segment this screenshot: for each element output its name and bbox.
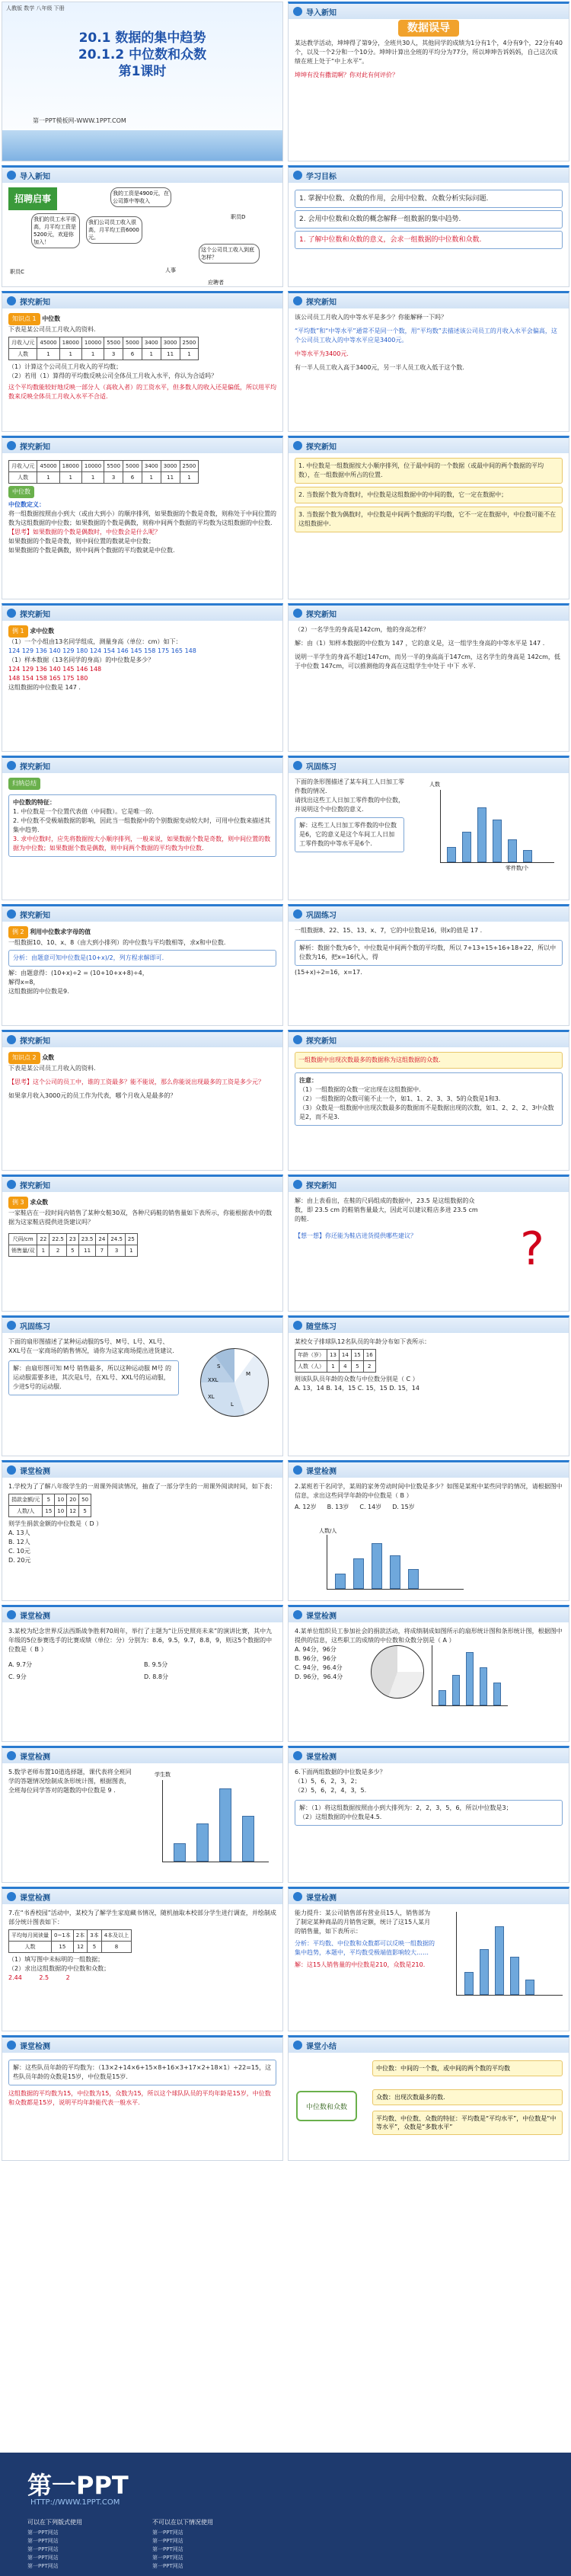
knowledge-tag: 知识点 1: [8, 313, 40, 325]
slide-26[interactable]: 课堂检测 6.下面两组数据的中位数是多少？ （1）5，6，2，3，2； （2）5，6，2，4，3，5. 解：（1）将这组数据按照由小到大排列为：2，2，3，5，6，所以中位数是3； （2）这组数据的中位数是4.5.: [288, 1746, 569, 1883]
title-line1: 20.1 数据的集中趋势: [78, 30, 206, 46]
footer-band: [0, 2453, 571, 2576]
question: 坤坤有没有撒谎啊？你对此有何评价？: [295, 72, 398, 78]
example-title: 求中位数: [30, 628, 55, 634]
header-icon: [293, 1751, 302, 1760]
question-mark-icon: ?: [520, 1222, 544, 1276]
average-answer: 2.44: [8, 1974, 22, 1981]
header-icon: [293, 171, 302, 180]
option-b[interactable]: B. 9.5分: [144, 1661, 168, 1668]
slide-14[interactable]: 巩固练习 一组数据8、22、15、13、x、7，它的中位数是16，则x的值是 17 . 解析：数据个数为6个，中位数是中间两个数的平均数，所以 7+13+15+16+18+22，所以中位数为16，把x=16代入，得 (15+x)÷2=16，x=17.: [288, 904, 569, 1026]
option-d[interactable]: D. 15岁: [392, 1504, 415, 1510]
definition: 将一组数据按照由小到大（或由大到小）的顺序排列，如果数据的个数是奇数，则称处于中间位置的数为这组数据的中位数；如果数据的个数是偶数，则称中间两个数据的平均数为这组数据的中位数.: [8, 510, 276, 526]
chart-bar: [464, 1972, 474, 1995]
slide-5[interactable]: 探究新知 知识点 1 中位数 下表是某公司员工月收入的资料. 月收入/元 45000 18000 10000 5500 5000 3400 3000 2500 人数 1 1 1 3 6 1 11 1 （1）计算这个公司员工月收入的平均数； （2）若用（1）算得的平均数反映公司全体员工月收入水平，你认为合适吗？ 这个平均数能较好地反映一部分人（高收入者）的工资水平，但多数人的收入还是偏低，所以用平均数来反映全体员工月收入水平不合适.: [2, 291, 283, 432]
header-icon: [7, 171, 16, 180]
option-a[interactable]: A. 13人: [8, 1529, 30, 1536]
chart-ylabel: 人数: [429, 781, 440, 788]
note: 这组数据的平均数为15，中位数为15，众数为15，所以这个球队队员的平均年龄是15岁，中位数和众数都是15岁，说明平均年龄能代表一般水平.: [8, 2090, 271, 2106]
definition-title: 中位数定义：: [8, 501, 45, 508]
chart-bar: [219, 1788, 231, 1862]
header-icon: [293, 1035, 302, 1044]
header-icon: [7, 1180, 16, 1189]
example-tag: 例 3: [8, 1197, 28, 1209]
chart-ylabel: 学生数: [155, 1772, 171, 1778]
header-icon: [293, 1610, 302, 1619]
slide-8[interactable]: 探究新知 1. 中位数是一组数据按大小顺序排列，位于最中间的一个数据（或最中间的两个数据的平均数），在一组数据中所占的位置. 2. 当数据个数为奇数时，中位数是这组数据中的中间的数，它一定在数据中； 3. 当数据个数为偶数时，中位数是中间两个数据的平均数，它不一定在数据中，中位数可能不在这组数据中.: [288, 436, 569, 599]
summary-median: 中位数：中间的一个数，或中间的两个数的平均数: [372, 2060, 563, 2076]
slide-4[interactable]: 学习目标 1. 掌握中位数、众数的作用，会用中位数、众数分析实际问题. 2. 会用中位数和众数的概念解释一组数据的集中趋势. 1. 了解中位数和众数的意义，会求一组数据的中位数和众数.: [288, 165, 569, 287]
footer-col2: 第一PPT网站 第一PPT网站 第一PPT网站 第一PPT网站 第一PPT网站: [152, 2530, 183, 2569]
slide-28[interactable]: 课堂检测 能力提升：某公司销售部有营业员15人，销售部为了制定某种商品的月销售定额，统计了这15人某月的销售量，如下表所示： 分析：平均数、中位数和众数都可以反映一组数据的集中趋势，本题中，平均数受极端值影响较大…… 解：这15人销售量的中位数是210，众数是210.: [288, 1887, 569, 2031]
question: 如果拿月收入3000元的员工作为代表，哪个月收入是最多的？: [8, 1092, 177, 1099]
header-icon: [7, 1610, 16, 1619]
chart-bar: [477, 807, 486, 862]
feature-3: 3. 求中位数时，应先将数据按大小顺序排列，一般来说，如果数据个数是奇数，则中间位置的数据为中位数；如果数据个数是偶数，则中间两个数据的平均数为中位数.: [13, 836, 271, 852]
answer: 这组数据的中位数是 147 .: [8, 684, 81, 691]
question-2: 请找出这些工人日加工零件数的中位数，并说明这个中位数的意义.: [295, 797, 404, 813]
analysis: 分析：平均数、中位数和众数都可以反映一组数据的集中趋势，本题中，平均数受极端值影响较大……: [295, 1940, 435, 1956]
header-icon: [293, 609, 302, 618]
knowledge-title: 中位数: [42, 315, 61, 322]
bubble-4: 这个公司员工收入到底怎样？: [199, 244, 260, 264]
site-label: 第一PPT模板网-WWW.1PPT.COM: [33, 117, 126, 124]
question: 下面的扇形图描述了某种运动服的S号、M号、L号、XL号、XXL号在一家商场的销售情况，请你为这家商场提出进货建议.: [8, 1338, 174, 1354]
score-pie-chart: [371, 1645, 424, 1699]
option-b[interactable]: B. 12人: [8, 1539, 30, 1545]
option-d[interactable]: D. 8.8分: [144, 1673, 168, 1680]
question: （2）一名学生的身高是142cm，他的身高怎样？: [295, 626, 429, 633]
option-b[interactable]: B. 13岁: [327, 1504, 349, 1510]
slide-16[interactable]: 探究新知 一组数据中出现次数最多的数据称为这组数据的众数. 注意： （1）一组数据的众数一定出现在这组数据中. （2）一组数据的众数可能不止一个，如1、1、2、3、3、5的众数是1和3. （3）众数是一组数据中出现次数最多的数据而不是数据出现的次数，如1、2、2、2、3中众数是2，而不是3.: [288, 1030, 569, 1171]
knowledge-tag: 知识点 2: [8, 1052, 40, 1064]
age-bar-chart: [319, 1527, 471, 1596]
header-icon: [7, 441, 16, 450]
slide-27[interactable]: 课堂检测 7.在“书香校园”活动中，某校为了解学生家庭藏书情况，随机抽取本校部分学生进行调查，并绘制成部分统计图表如下： 平均每月阅读量 0~1本 2本 3本 4本及以上 人数 15 12 5 8 （1）填写图中未标明的一组数据； （2）求出这组数据的中位数和众数； 2.44 2.5 2: [2, 1887, 283, 2031]
summary-features: 平均数、中位数、众数的特征：平均数是“平均水平”，中位数是“中等水平”，众数是“多数水平”: [372, 2111, 563, 2135]
chart-bar: [480, 1667, 487, 1705]
chart-bar: [390, 1555, 400, 1589]
slide-12[interactable]: 巩固练习 下面的条形图描述了某车间工人日加工零件数的情况. 请找出这些工人日加工零件数的中位数，并说明这个中位数的意义. 解：这些工人日加工零件数的中位数是6，它的意义是这个车间工人日加工零件数的中等水平是6个. 人数 零件数/个: [288, 756, 569, 900]
chart-bar: [493, 1683, 501, 1705]
option-a[interactable]: A. 12岁: [295, 1504, 317, 1510]
example-tag: 例 1: [8, 625, 28, 638]
question: 3.某校为纪念世界反法西斯战争胜利70周年，举行了主题为“让历史照亮未来”的演讲比赛，其中九年级的5位参赛选手的比赛成绩（单位：分）分别为：8.6，9.5，9.7，8.8，9，则这5个数据的中位数是（ B ）: [8, 1628, 273, 1653]
income-table: 月收入/元 45000 18000 10000 5500 5000 3400 3000 2500 人数 1 1 1 3 6 1 11 1: [8, 460, 199, 484]
slide-6[interactable]: 探究新知 该公司员工月收入的中等水平是多少？你能解释一下吗？ “平均数”和“中等水平”通常不是同一个数，用“平均数”去描述该公司员工的月收入水平会偏高，这个公司员工收入的中等水平应是3400元。 中等水平为3400元. 有一半人员工收入高于3400元，另一半人员工收入低于这个数.: [288, 291, 569, 432]
answer: 解：由上表看出，在鞋的尺码组成的数据中，23.5 是这组数据的众数，即 23.5 cm 的鞋销售量最大，因此可以建议鞋店多进 23.5 cm 的鞋.: [295, 1197, 478, 1222]
header-icon: [293, 7, 302, 16]
option-c[interactable]: C. 14岁: [359, 1504, 382, 1510]
chart-xlabel: 零件数/个: [506, 865, 529, 871]
header-icon: [293, 296, 302, 305]
option-c[interactable]: C. 10元: [8, 1548, 30, 1555]
header-icon: [293, 909, 302, 919]
header-icon: [7, 1035, 16, 1044]
pie-label: XL: [208, 1394, 215, 1400]
question: 该公司员工月收入的中等水平是多少？你能解释一下吗？: [295, 314, 447, 321]
solution-3: 这组数据的中位数是9.: [8, 988, 69, 995]
point-3: 3. 当数据个数为偶数时，中位数是中间两个数据的平均数，它不一定在数据中，中位数可能不在这组数据中.: [295, 507, 563, 532]
intro-line: 下表是某公司员工月收入的资料.: [8, 326, 96, 333]
shoe-table: 尺码/cm 22 22.5 23 23.5 24 24.5 25 销售量/双 1 2 5 11 7 3 1: [8, 1233, 138, 1257]
header-icon: [293, 1321, 302, 1330]
question: 6.下面两组数据的中位数是多少？: [295, 1769, 386, 1775]
chart-bar: [408, 1569, 419, 1589]
question-2: （2）求出这组数据的中位数和众数；: [8, 1965, 110, 1972]
answer-even: 如果数据的个数是偶数，则中间两个数据的平均数就是中位数.: [8, 547, 175, 554]
option-b[interactable]: B. 96分，96分: [295, 1655, 337, 1662]
summary-title: 归纳总结: [8, 778, 40, 790]
answer: 解：由扇形图可知 M号 销售最多，所以这种运动服 M号 的运动服需要多进，其次是L号，在XL号、XXL号的运动服，少进S号的运动服.: [8, 1360, 179, 1395]
footer-col1-title: 可以在下列版式使用: [27, 2519, 82, 2526]
header-icon: [293, 761, 302, 770]
chart-bar: [174, 1843, 186, 1862]
header-icon: [7, 1321, 16, 1330]
slide-15[interactable]: 探究新知 知识点 2 众数 下表是某公司员工月收入的资料. 【思考】这个公司的员工中，谁的工资最多？能不能说，那么你能说出现最多的工资是多少元？ 如果拿月收入3000元的员工作为代表，哪个月收入是最多的？: [2, 1030, 283, 1171]
header-icon: [7, 2041, 16, 2050]
slide-7[interactable]: 探究新知 月收入/元 45000 18000 10000 5500 5000 3400 3000 2500 人数 1 1 1 3 6 1 11 1 中位数 中位数定义： 将一组数据按照由小到大（或由大到小）的顺序排列，如果数据的个数是奇数，则称处于中间位置的数为这组数据的中位数；如果数据的个数是偶数，则称中间两个数据的平均数为这组数据的中位数. 【思考】如果数据的个数是偶数时，中位数会是什么呢？ 如果数据的个数是奇数，则中间位置的数就是中位数； 如果数据的个数是偶数，则中间两个数据的平均数就是中位数.: [2, 436, 283, 599]
chart-bar: [495, 1926, 504, 1995]
chart-bar: [510, 1957, 519, 1995]
header-icon: [7, 1465, 16, 1475]
header-icon: [293, 1465, 302, 1475]
question: 5.数学老师布置10道选择题，课代表将全班同学的答题情况绘制成条形统计图，根据图表，全班每位同学答对的题数的中位数是 9 .: [8, 1769, 132, 1794]
chart-bar: [523, 850, 532, 862]
example-title: 求众数: [30, 1199, 49, 1206]
header-icon: [7, 609, 16, 618]
slide-29[interactable]: 课堂检测 解：这些队员年龄的平均数为：（13×2+14×6+15×8+16×3+17×2+18×1）÷22=15，这些队员年龄的众数是15岁，中位数是15岁. 这组数据的平均数为15，中位数为15，众数为15，所以这个球队队员的平均年龄是15岁，中位数和众数都是15岁，说明平均年龄能代表一般水平.: [2, 2035, 283, 2161]
slide-2[interactable]: [288, 2, 569, 161]
intro: 下表是某公司员工月收入的资料.: [8, 1065, 96, 1072]
question-2: （1）样本数据（13名同学的身高）的中位数是多少？: [8, 657, 155, 663]
note: 有一半人员工收入高于3400元，另一半人员工收入低于这个数.: [295, 364, 464, 371]
note-2: （2）一组数据的众数可能不止一个，如1、1、2、3、3、5的众数是1和3.: [299, 1095, 501, 1102]
header-icon: [293, 2041, 302, 2050]
answer: 这个平均数能较好地反映一部分人（高收入者）的工资水平，但多数人的收入还是偏低，所以用平均数来反映全体员工月收入水平不合适.: [8, 384, 276, 400]
solution-2: 解得x=8，: [8, 979, 40, 986]
bubble-1: 我们的员工水平很高，月平均工资是5200元，欢迎你加入！: [31, 213, 80, 248]
score-bar-chart: [432, 1645, 508, 1706]
slide-24[interactable]: 课堂检测 4.某单位组织员工参加社会的捐款活动，将成绩制成如图所示的扇形统计图和条形统计图，根据图中提供的信息，这些职工的成绩的中位数和众数分别是（ A ） A. 94分，96分 B. 96分，96分 C. 94分，96.4分 D. 96分，96.4分: [288, 1605, 569, 1742]
header-icon: [7, 1892, 16, 1901]
solution: 解：这些队员年龄的平均数为：（13×2+14×6+15×8+16×3+17×2+18×1）÷22=15，这些队员年龄的众数是15岁，中位数是15岁.: [8, 2060, 276, 2085]
note-1: （1）一组数据的众数一定出现在这组数据中.: [299, 1086, 421, 1093]
header-icon: [7, 1751, 16, 1760]
answer-bar-chart: [155, 1771, 276, 1870]
question-1: （1）填写图中未标明的一组数据；: [8, 1956, 104, 1963]
sorted-1: 124 129 136 140 145 146 148: [8, 666, 102, 673]
example-tag: 例 2: [8, 926, 28, 938]
chart-bar: [439, 1690, 446, 1705]
option-c[interactable]: C. 9分: [8, 1673, 27, 1680]
question: 4.某单位组织员工参加社会的捐款活动，将成绩制成如图所示的扇形统计图和条形统计图，根据图中提供的信息，这些职工的成绩的中位数和众数分别是（ A ）: [295, 1628, 563, 1644]
feature-2: 2. 中位数不受极端数据的影响，因此当一组数据中的个别数据变动较大时，可用中位数来描述其集中趋势.: [13, 817, 271, 833]
options: A. 13，14 B. 14，15 C. 15，15 D. 15，14: [295, 1385, 419, 1392]
footer-logo: 第一PPT: [27, 2471, 129, 2500]
summary-mode: 众数：出现次数最多的数.: [372, 2089, 563, 2105]
chart-bar: [452, 1675, 460, 1705]
mode-answer: 2: [65, 1974, 70, 1981]
pie-label: S: [217, 1363, 221, 1369]
chart-bar: [493, 820, 502, 862]
answer-odd: 如果数据的个数是奇数，则中间位置的数就是中位数；: [8, 538, 155, 545]
edition-badge: 人教版 数学 八年级 下册: [6, 5, 65, 11]
sorted-2: 148 154 158 165 175 180: [8, 675, 88, 682]
header-icon: [293, 1180, 302, 1189]
reading-table: 平均每月阅读量 0~1本 2本 3本 4本及以上 人数 15 12 5 8: [8, 1929, 132, 1953]
option-a[interactable]: A. 94分，96分: [295, 1646, 337, 1653]
slide-21[interactable]: 课堂检测 1.学校为了了解八年级学生的一周课外阅读情况，抽查了一部分学生的一周课外阅读时间，如下表： 捐款金额/元 5 10 20 50 人数/人 15 10 12 5 则学生捐款金额的中位数是（ D ） A. 13人 B. 12人 C. 10元 D. 20元: [2, 1460, 283, 1601]
slide-10[interactable]: 探究新知 （2）一名学生的身高是142cm，他的身高怎样？ 解：由（1）知样本数据的中位数为 147 ，它的意义是，这一组学生身高的中等水平是 147 . 说明一半学生的身高不超过147cm，而另一半的身高高于147cm，这名学生的身高是 142cm，低于中位数 147cm，可以推测他的身高在这组学生中处于 中下 水平.: [288, 603, 569, 752]
header-icon: [7, 296, 16, 305]
slide-17[interactable]: 探究新知 例 3 求众数 一家鞋店在一段时间内销售了某种女鞋30双，各种尺码鞋的销售量如下表所示，你能根据表中的数据为这家鞋店提供进货建议吗？ 尺码/cm 22 22.5 23 23.5 24 24.5 25 销售量/双 1 2 5 11 7 3 1: [2, 1175, 283, 1312]
option-d[interactable]: D. 20元: [8, 1557, 31, 1564]
bubble-3: 我们公司员工收入很高，月平均工资6000元。: [86, 216, 142, 244]
chart-bar: [353, 1558, 364, 1589]
note-title: 注意：: [299, 1077, 317, 1084]
answer: 中等水平为3400元.: [295, 350, 349, 357]
label-b: 人事: [165, 267, 176, 273]
label-e: 应聘者: [208, 280, 224, 286]
option-c[interactable]: C. 94分，96.4分: [295, 1664, 343, 1671]
think: 【思考】这个公司的员工中，谁的工资最多？能不能说，那么你能说出现最多的工资是多少元？: [8, 1079, 264, 1085]
option-d[interactable]: D. 96分，96.4分: [295, 1673, 343, 1680]
parts-chart: [429, 781, 559, 872]
answer: 解：这些工人日加工零件数的中位数是6，它的意义是这个车间工人日加工零件数的中等水平是6个.: [295, 817, 404, 852]
question: 一组数据10、10、x、8（由大到小排列）的中位数与平均数相等，求x和中位数.: [8, 939, 226, 946]
question: 下面的条形图描述了某车间工人日加工零件数的情况.: [295, 778, 404, 794]
goal-1: 1. 掌握中位数、众数的作用，会用中位数、众数分析实际问题.: [295, 190, 563, 208]
pie-label: L: [231, 1401, 234, 1408]
label-c: 职员C: [10, 269, 24, 275]
donation-table: 捐款金额/元 5 10 20 50 人数/人 15 10 12 5: [8, 1494, 91, 1517]
option-a[interactable]: A. 9.7分: [8, 1661, 33, 1668]
data-2: （2）5，6，2，4，3，5.: [295, 1787, 367, 1794]
question: 一组数据8、22、15、13、x、7，它的中位数是16，则x的值是 17 .: [295, 927, 483, 934]
age-table: 年龄（岁） 13 14 15 16 人数（人） 1 4 5 2: [295, 1349, 376, 1373]
solution: (15+x)÷2=16，x=17.: [295, 969, 362, 976]
question: （1）一个小组由13名同学组成，测量身高（单位：cm）如下：: [8, 638, 182, 645]
slide-20[interactable]: 随堂练习 某校女子排球队12名队员的年龄分布如下表所示： 年龄（岁） 13 14 15 16 人数（人） 1 4 5 2 则该队队员年龄的众数与中位数分别是（ C ） A. 13，14 B. 14，15 C. 15，15 D. 15，14: [288, 1315, 569, 1456]
decor-band: [2, 130, 283, 161]
chart-bar: [508, 839, 517, 862]
definition: 一组数据中出现次数最多的数据称为这组数据的众数.: [295, 1052, 563, 1069]
question: 2.某班若干名同学，某周的家务劳动时间中位数是多少？如图是某班中某些同学的情况，请根据图中信息，求出这些同学年龄的中位数是（ B ）: [295, 1483, 563, 1499]
slide-title[interactable]: [2, 2, 283, 161]
slide-22[interactable]: 课堂检测 2.某班若干名同学，某周的家务劳动时间中位数是多少？如图是某班中某些同学的情况，请根据图中信息，求出这些同学年龄的中位数是（ B ） A. 12岁 B. 13岁 C. 14岁 D. 15岁 人数/人: [288, 1460, 569, 1601]
question-2: 则该队队员年龄的众数与中位数分别是（ C ）: [295, 1376, 419, 1382]
solution-1: 解：由题意得：(10+x)÷2 = (10+10+x+8)÷4，: [8, 970, 148, 976]
slide-header: 导入新知: [289, 4, 569, 19]
slide-23[interactable]: 课堂检测 3.某校为纪念世界反法西斯战争胜利70周年，举行了主题为“让历史照亮未来”的演讲比赛，其中九年级的5位参赛选手的比赛成绩（单位：分）分别为：8.6，9.5，9.7，8.8，9，则这5个数据的中位数是（ B ） A. 9.7分 B. 9.5分 C. 9分 D. 8.8分: [2, 1605, 283, 1742]
slide-18[interactable]: 探究新知 解：由上表看出，在鞋的尺码组成的数据中，23.5 是这组数据的众数，即 23.5 cm 的鞋销售量最大，因此可以建议鞋店多进 23.5 cm 的鞋. 【想一想】你还能为鞋店进货提供哪些建议？ ?: [288, 1175, 569, 1312]
footer-col2-title: 不可以在以下情况使用: [152, 2519, 213, 2526]
median-answer: 2.5: [39, 1974, 49, 1981]
feature-title: 中位数的特征：: [13, 799, 56, 806]
think: 【思考】如果数据的个数是偶数时，中位数会是什么呢？: [8, 529, 161, 535]
median-label: 中位数: [8, 486, 34, 498]
question-1: （1）计算这个公司员工月收入的平均数；: [8, 363, 123, 370]
goal-3: 1. 了解中位数和众数的意义，会求一组数据的中位数和众数.: [295, 231, 563, 249]
raw-data: 124 129 136 140 129 180 124 154 146 145 158 175 165 148: [8, 647, 196, 654]
footer-col1: 第一PPT网站 第一PPT网站 第一PPT网站 第一PPT网站 第一PPT网站: [27, 2530, 59, 2569]
chart-bar: [447, 847, 456, 862]
point-2: 2. 当数据个数为奇数时，中位数是这组数据中的中间的数，它一定在数据中；: [295, 487, 563, 503]
slide-13[interactable]: 探究新知 例 2 利用中位数求字母的值 一组数据10、10、x、8（由大到小排列）的中位数与平均数相等，求x和中位数. 分析：由题意可知中位数是(10+x)/2，列方程求解即可. 解：由题意得：(10+x)÷2 = (10+10+x+8)÷4， 解得x=8， 这组数据的中位数是9.: [2, 904, 283, 1026]
question-2: （2）若用（1）算得的平均数反映公司全体员工月收入水平，你认为合适吗？: [8, 372, 218, 379]
question: 某校女子排球队12名队员的年龄分布如下表所示：: [295, 1338, 431, 1345]
hiring-sign: 招聘启事: [8, 187, 57, 210]
pie-label: XXL: [208, 1377, 219, 1383]
note-3: （3）众数是一组数据中出现次数最多的数据而不是数据出现的次数，如1、2、2、2、3中众数是2，而不是3.: [299, 1104, 554, 1120]
chart-bar: [525, 1980, 534, 1995]
slide-30[interactable]: 课堂小结 中位数和众数 中位数：中间的一个数，或中间的两个数的平均数 众数：出现次数最多的数. 平均数、中位数、众数的特征：平均数是“平均水平”，中位数是“中等水平”，众数是“多数水平”: [288, 2035, 569, 2161]
chart-bar: [335, 1574, 346, 1589]
banner: 数据误导: [398, 20, 459, 37]
slide-25[interactable]: 课堂检测 5.数学老师布置10道选择题，课代表将全班同学的答题情况绘制成条形统计图，根据图表，全班每位同学答对的题数的中位数是 9 . 学生数: [2, 1746, 283, 1883]
point-1: 1. 中位数是一组数据按大小顺序排列，位于最中间的一个数据（或最中间的两个数据的平均数），在一组数据中所占的位置.: [295, 458, 563, 484]
chart-bar: [462, 832, 471, 862]
analysis: 解析：数据个数为6个，中位数是中间两个数的平均数，所以 7+13+15+16+18+22，所以中位数为16，把x=16代入，得: [295, 940, 563, 966]
slide-19[interactable]: 巩固练习 下面的扇形图描述了某种运动服的S号、M号、L号、XL号、XXL号在一家商场的销售情况，请你为这家商场提出进货建议. 解：由扇形图可知 M号 销售最多，所以这种运动服 M号 的运动服需要多进，其次是L号，在XL号、XXL号的运动服，少进S号的运动服. S M L XL XXL: [2, 1315, 283, 1456]
slide-11[interactable]: 探究新知 归纳总结 中位数的特征： 1. 中位数是一个位置代表值（中间数）。它是唯一的. 2. 中位数不受极端数据的影响，因此当一组数据中的个别数据变动较大时，可用中位数来描述其集中趋势. 3. 求中位数时，应先将数据按大小顺序排列，一般来说，如果数据个数是奇数，则中间位置的数据为中位数；如果数据个数是偶数，则中间两个数据的平均数为中位数.: [2, 756, 283, 900]
explanation: “平均数”和“中等水平”通常不是同一个数，用“平均数”去描述该公司员工的月收入水平会偏高，这个公司员工收入的中等水平应是3400元。: [295, 328, 557, 344]
answer-2: 说明一半学生的身高不超过147cm，而另一半的身高高于147cm，这名学生的身高是 142cm，低于中位数 147cm，可以推测他的身高在这组学生中处于 中下 水平.: [295, 654, 560, 670]
feature-1: 1. 中位数是一个位置代表值（中间数）。它是唯一的.: [13, 808, 154, 815]
question: 能力提升：某公司销售部有营业员15人，销售部为了制定某种商品的月销售定额，统计了这15人某月的销售量，如下表所示：: [295, 1910, 431, 1935]
knowledge-title: 众数: [42, 1054, 55, 1061]
solution-1: 解：（1）将这组数据按照由小到大排列为：2，2，3，5，6，所以中位数是3；: [299, 1804, 512, 1811]
answer-1: 解：由（1）知样本数据的中位数为 147 ，它的意义是，这一组学生身高的中等水平是 147 .: [295, 640, 545, 647]
chart-bar: [196, 1823, 209, 1862]
slide-9[interactable]: 探究新知 例 1 求中位数 （1）一个小组由13名同学组成，测量身高（单位：cm）如下： 124 129 136 140 129 180 124 154 146 145 158 175 165 148 （1）样本数据（13名同学的身高）的中位数是多少？ 124 129 136 140 145 146 148 148 154 158 165 175 180 这组数据的中位数是 147 .: [2, 603, 283, 752]
header-icon: [7, 909, 16, 919]
slide-3[interactable]: 导入新知 招聘启事 我们的员工水平很高，月平均工资是5200元，欢迎你加入！ 我的工资是4900元，在公司算中等收入 我们公司员工收入很高，月平均工资6000元。 这个公司员工收入到底怎样？ 职员C 职员D 人事 应聘者: [2, 165, 283, 287]
bubble-2: 我的工资是4900元，在公司算中等收入: [110, 187, 171, 207]
example-title: 利用中位数求字母的值: [30, 928, 91, 935]
chart-bar: [480, 1949, 489, 1995]
header-icon: [293, 441, 302, 450]
chart-bar: [242, 1816, 254, 1862]
chart-bar: [372, 1543, 382, 1589]
summary-center: 中位数和众数: [296, 2091, 357, 2121]
question-2: 则学生捐款金额的中位数是（ D ）: [8, 1520, 103, 1527]
story-text: 某达教学活动，坤坤得了第9分，全班共30人，其他同学的成绩为1分有1个，4分有9个，22分有40个，以及一个2分和一个10分。坤坤计算出全班的平均分为77分，所以坤坤告诉妈妈，自己这次成绩在班上处于“中上水平”。: [295, 40, 563, 65]
title-line2: 20.1.2 中位数和众数: [78, 47, 207, 62]
chart-ylabel: 人数/人: [319, 1528, 337, 1534]
footer-url[interactable]: HTTP://WWW.1PPT.COM: [30, 2498, 120, 2507]
pie-label: M: [246, 1371, 251, 1377]
solution: 解：这15人销售量的中位数是210，众数是210.: [295, 1961, 426, 1968]
label-d: 职员D: [231, 214, 246, 220]
solution-2: （2）这组数据的中位数是4.5.: [299, 1814, 382, 1820]
header-icon: [7, 761, 16, 770]
question: 7.在“书香校园”活动中，某校为了解学生家庭藏书情况，随机抽取本校部分学生进行调查，并绘制成部分统计图表如下：: [8, 1910, 276, 1926]
question: 1.学校为了了解八年级学生的一周课外阅读情况，抽查了一部分学生的一周课外阅读时间，如下表：: [8, 1483, 276, 1490]
data-1: （1）5，6，2，3，2；: [295, 1778, 361, 1785]
analysis: 分析：由题意可知中位数是(10+x)/2，列方程求解即可.: [8, 950, 276, 967]
goal-2: 2. 会用中位数和众数的概念解释一组数据的集中趋势.: [295, 210, 563, 229]
header-icon: [293, 1892, 302, 1901]
question: 一家鞋店在一段时间内销售了某种女鞋30双，各种尺码鞋的销售量如下表所示，你能根据表中的数据为这家鞋店提供进货建议吗？: [8, 1210, 273, 1226]
income-table: 月收入/元 45000 18000 10000 5500 5000 3400 3000 2500 人数 1 1 1 3 6 1 11 1: [8, 337, 199, 360]
chart-bar: [466, 1652, 474, 1705]
sales-bar-chart: [456, 1912, 563, 1996]
title-line3: 第1课时: [118, 64, 167, 79]
think: 【想一想】你还能为鞋店进货提供哪些建议？: [295, 1232, 416, 1239]
